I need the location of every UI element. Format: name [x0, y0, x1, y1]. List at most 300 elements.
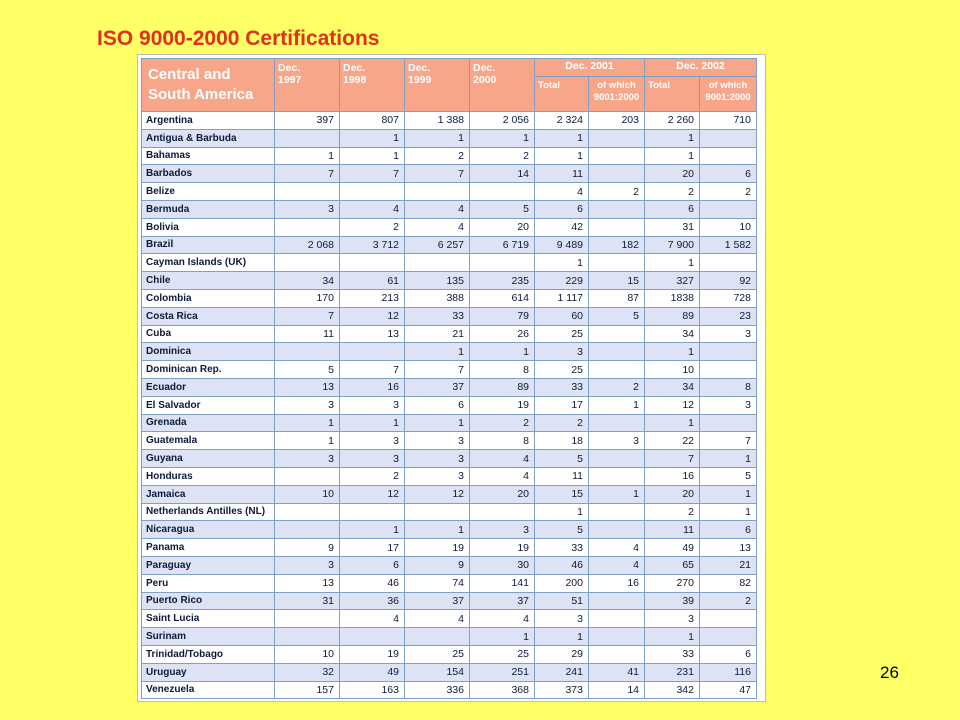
certifications-table [141, 58, 757, 699]
country-cell: Surinam [142, 628, 275, 646]
value-cell: 213 [340, 289, 405, 307]
value-cell [340, 628, 405, 646]
table-row [142, 628, 757, 646]
value-cell: 19 [340, 645, 405, 663]
table-row [142, 610, 757, 628]
value-cell: 4 [589, 556, 645, 574]
value-cell: 33 [535, 378, 589, 396]
country-cell: Saint Lucia [142, 610, 275, 628]
value-cell: 1 [535, 129, 589, 147]
value-cell: 2 260 [645, 112, 700, 130]
value-cell: 2 [340, 467, 405, 485]
value-cell: 5 [470, 200, 535, 218]
value-cell: 19 [405, 539, 470, 557]
country-cell: Nicaragua [142, 521, 275, 539]
value-cell: 1 [700, 485, 757, 503]
year-header-year: 2000 [473, 74, 497, 86]
country-cell: Uruguay [142, 663, 275, 681]
value-cell: 42 [535, 218, 589, 236]
value-cell: 10 [275, 485, 340, 503]
table-row [142, 414, 757, 432]
region-header-line2: South America [148, 86, 254, 103]
value-cell: 25 [405, 645, 470, 663]
value-cell: 1 [275, 147, 340, 165]
value-cell: 4 [470, 450, 535, 468]
value-cell: 37 [405, 592, 470, 610]
value-cell: 9 [405, 556, 470, 574]
value-cell: 20 [645, 485, 700, 503]
value-cell: 1 [275, 432, 340, 450]
value-cell: 4 [340, 610, 405, 628]
value-cell: 614 [470, 289, 535, 307]
value-cell: 36 [340, 592, 405, 610]
value-cell: 10 [275, 645, 340, 663]
value-cell [275, 218, 340, 236]
year-header-year: 1998 [343, 74, 367, 86]
value-cell: 37 [470, 592, 535, 610]
year-header-2000 [470, 59, 535, 112]
value-cell: 10 [645, 361, 700, 379]
value-cell: 2 [700, 592, 757, 610]
value-cell: 1 [405, 343, 470, 361]
value-cell [275, 183, 340, 201]
value-cell: 25 [535, 361, 589, 379]
value-cell: 2 [645, 183, 700, 201]
value-cell: 1 [340, 414, 405, 432]
value-cell [589, 129, 645, 147]
value-cell: 200 [535, 574, 589, 592]
group-header-2001: Dec. 2001 [535, 59, 645, 77]
value-cell: 12 [340, 485, 405, 503]
value-cell: 1 [470, 628, 535, 646]
table-row [142, 663, 757, 681]
value-cell: 16 [589, 574, 645, 592]
value-cell [470, 254, 535, 272]
year-header-year: 1997 [278, 74, 302, 86]
value-cell: 8 [470, 432, 535, 450]
value-cell: 20 [470, 218, 535, 236]
table-row [142, 361, 757, 379]
table-row [142, 432, 757, 450]
value-cell: 49 [645, 539, 700, 557]
value-cell: 21 [700, 556, 757, 574]
value-cell: 6 719 [470, 236, 535, 254]
country-cell: Chile [142, 272, 275, 290]
value-cell: 3 [535, 343, 589, 361]
country-cell: Honduras [142, 467, 275, 485]
table-row [142, 450, 757, 468]
value-cell [589, 592, 645, 610]
table-row [142, 485, 757, 503]
value-cell: 141 [470, 574, 535, 592]
country-cell: Jamaica [142, 485, 275, 503]
value-cell: 116 [700, 663, 757, 681]
value-cell: 7 [700, 432, 757, 450]
value-cell: 3 [275, 396, 340, 414]
value-cell: 157 [275, 681, 340, 699]
value-cell: 21 [405, 325, 470, 343]
value-cell: 2 [340, 218, 405, 236]
page-number: 26 [880, 663, 899, 682]
subheader-total-2002: Total [645, 77, 700, 112]
value-cell: 2 [589, 378, 645, 396]
value-cell [589, 503, 645, 521]
value-cell [589, 200, 645, 218]
value-cell: 6 [700, 165, 757, 183]
country-cell: Cuba [142, 325, 275, 343]
table-row [142, 556, 757, 574]
value-cell [700, 147, 757, 165]
value-cell: 3 [470, 521, 535, 539]
value-cell: 30 [470, 556, 535, 574]
value-cell: 23 [700, 307, 757, 325]
value-cell: 16 [645, 467, 700, 485]
value-cell: 1 [405, 129, 470, 147]
value-cell: 87 [589, 289, 645, 307]
value-cell [405, 183, 470, 201]
slide-title: ISO 9000-2000 Certifications [97, 27, 380, 50]
value-cell: 1 [535, 628, 589, 646]
subheader-of-which-line1: of which [597, 80, 636, 91]
value-cell [589, 414, 645, 432]
group-header-2002: Dec. 2002 [645, 59, 757, 77]
table-row [142, 272, 757, 290]
table-row [142, 289, 757, 307]
value-cell: 6 [700, 645, 757, 663]
value-cell: 79 [470, 307, 535, 325]
table-body [142, 112, 757, 699]
value-cell: 251 [470, 663, 535, 681]
value-cell: 4 [535, 183, 589, 201]
value-cell: 3 [700, 325, 757, 343]
value-cell: 4 [470, 610, 535, 628]
value-cell: 6 [700, 521, 757, 539]
value-cell: 1 [645, 343, 700, 361]
value-cell: 4 [405, 218, 470, 236]
value-cell [589, 147, 645, 165]
value-cell: 20 [470, 485, 535, 503]
value-cell: 3 [405, 450, 470, 468]
value-cell: 11 [275, 325, 340, 343]
value-cell [275, 521, 340, 539]
value-cell: 22 [645, 432, 700, 450]
value-cell: 46 [535, 556, 589, 574]
country-cell: El Salvador [142, 396, 275, 414]
value-cell: 26 [470, 325, 535, 343]
country-cell: Grenada [142, 414, 275, 432]
table-row [142, 343, 757, 361]
table-row [142, 183, 757, 201]
value-cell: 13 [275, 574, 340, 592]
value-cell: 2 [470, 414, 535, 432]
value-cell: 2 324 [535, 112, 589, 130]
value-cell: 37 [405, 378, 470, 396]
table-row [142, 521, 757, 539]
value-cell: 1 [589, 485, 645, 503]
value-cell: 270 [645, 574, 700, 592]
value-cell: 17 [340, 539, 405, 557]
country-cell: Dominican Rep. [142, 361, 275, 379]
value-cell: 1 [340, 147, 405, 165]
country-cell: Argentina [142, 112, 275, 130]
country-cell: Peru [142, 574, 275, 592]
country-cell: Paraguay [142, 556, 275, 574]
year-header-label: Dec. [343, 62, 366, 74]
table-row [142, 200, 757, 218]
country-cell: Trinidad/Tobago [142, 645, 275, 663]
value-cell: 373 [535, 681, 589, 699]
value-cell [275, 610, 340, 628]
value-cell: 7 [405, 361, 470, 379]
value-cell [405, 628, 470, 646]
value-cell: 2 [405, 147, 470, 165]
value-cell: 12 [340, 307, 405, 325]
value-cell: 1 [645, 628, 700, 646]
value-cell: 13 [340, 325, 405, 343]
value-cell: 11 [535, 165, 589, 183]
value-cell [275, 467, 340, 485]
value-cell: 182 [589, 236, 645, 254]
country-cell: Brazil [142, 236, 275, 254]
country-cell: Ecuador [142, 378, 275, 396]
value-cell: 65 [645, 556, 700, 574]
value-cell: 41 [589, 663, 645, 681]
value-cell: 5 [589, 307, 645, 325]
value-cell: 74 [405, 574, 470, 592]
value-cell: 18 [535, 432, 589, 450]
value-cell: 1 [340, 521, 405, 539]
value-cell: 1 [470, 129, 535, 147]
value-cell: 3 [405, 467, 470, 485]
value-cell: 6 [535, 200, 589, 218]
value-cell [700, 414, 757, 432]
year-header-1997 [275, 59, 340, 112]
value-cell: 25 [470, 645, 535, 663]
value-cell [405, 503, 470, 521]
value-cell [589, 521, 645, 539]
value-cell [275, 503, 340, 521]
value-cell: 3 [535, 610, 589, 628]
value-cell: 92 [700, 272, 757, 290]
subheader-of-which-2001 [589, 77, 645, 112]
country-cell: Colombia [142, 289, 275, 307]
value-cell [700, 628, 757, 646]
value-cell: 1 [405, 521, 470, 539]
country-cell: Costa Rica [142, 307, 275, 325]
value-cell: 47 [700, 681, 757, 699]
value-cell: 7 [275, 165, 340, 183]
value-cell [275, 254, 340, 272]
value-cell [589, 343, 645, 361]
value-cell [700, 200, 757, 218]
value-cell: 17 [535, 396, 589, 414]
value-cell: 2 [589, 183, 645, 201]
value-cell: 11 [645, 521, 700, 539]
country-cell: Cayman Islands (UK) [142, 254, 275, 272]
value-cell: 19 [470, 539, 535, 557]
value-cell: 1 [645, 129, 700, 147]
value-cell: 2 056 [470, 112, 535, 130]
table-row [142, 165, 757, 183]
value-cell [589, 165, 645, 183]
value-cell: 3 [405, 432, 470, 450]
value-cell: 13 [700, 539, 757, 557]
value-cell: 4 [470, 467, 535, 485]
country-cell: Belize [142, 183, 275, 201]
table-row [142, 147, 757, 165]
value-cell [700, 343, 757, 361]
subheader-of-which-line1: of which [708, 80, 748, 91]
value-cell: 39 [645, 592, 700, 610]
value-cell: 4 [340, 200, 405, 218]
year-header-year: 1999 [408, 74, 432, 86]
value-cell: 33 [645, 645, 700, 663]
value-cell: 2 [535, 414, 589, 432]
value-cell: 5 [275, 361, 340, 379]
value-cell: 31 [645, 218, 700, 236]
value-cell: 1 388 [405, 112, 470, 130]
value-cell: 3 [589, 432, 645, 450]
table-row [142, 325, 757, 343]
value-cell: 7 [340, 165, 405, 183]
value-cell [340, 254, 405, 272]
value-cell: 2 [645, 503, 700, 521]
value-cell [700, 361, 757, 379]
value-cell: 728 [700, 289, 757, 307]
value-cell [340, 343, 405, 361]
value-cell: 368 [470, 681, 535, 699]
table-row [142, 218, 757, 236]
value-cell: 2 [470, 147, 535, 165]
country-cell: Guyana [142, 450, 275, 468]
country-cell: Antigua & Barbuda [142, 129, 275, 147]
value-cell: 807 [340, 112, 405, 130]
value-cell: 4 [405, 200, 470, 218]
value-cell: 163 [340, 681, 405, 699]
value-cell: 1 [275, 414, 340, 432]
value-cell: 19 [470, 396, 535, 414]
value-cell: 229 [535, 272, 589, 290]
subheader-of-which-2002 [700, 77, 757, 112]
value-cell: 60 [535, 307, 589, 325]
value-cell: 4 [589, 539, 645, 557]
value-cell: 11 [535, 467, 589, 485]
value-cell: 6 [645, 200, 700, 218]
year-header-1999 [405, 59, 470, 112]
value-cell [589, 361, 645, 379]
value-cell: 82 [700, 574, 757, 592]
value-cell: 5 [535, 521, 589, 539]
value-cell: 1 [470, 343, 535, 361]
value-cell: 7 [275, 307, 340, 325]
value-cell: 1 [405, 414, 470, 432]
region-header-line1: Central and [148, 66, 231, 83]
value-cell: 33 [405, 307, 470, 325]
country-cell: Puerto Rico [142, 592, 275, 610]
value-cell: 327 [645, 272, 700, 290]
value-cell: 16 [340, 378, 405, 396]
value-cell: 9 [275, 539, 340, 557]
value-cell [589, 467, 645, 485]
country-cell: Dominica [142, 343, 275, 361]
region-header [142, 59, 275, 112]
value-cell [589, 610, 645, 628]
table-row [142, 396, 757, 414]
table-row [142, 129, 757, 147]
table-row [142, 539, 757, 557]
value-cell: 1 [700, 503, 757, 521]
value-cell: 6 [405, 396, 470, 414]
value-cell: 342 [645, 681, 700, 699]
table-row [142, 645, 757, 663]
country-cell: Guatemala [142, 432, 275, 450]
value-cell: 4 [405, 610, 470, 628]
country-cell: Bolivia [142, 218, 275, 236]
value-cell [589, 254, 645, 272]
value-cell [589, 450, 645, 468]
value-cell: 31 [275, 592, 340, 610]
value-cell: 7 [645, 450, 700, 468]
value-cell: 1 [340, 129, 405, 147]
value-cell [589, 325, 645, 343]
table-row [142, 236, 757, 254]
value-cell: 241 [535, 663, 589, 681]
value-cell: 12 [405, 485, 470, 503]
value-cell: 8 [470, 361, 535, 379]
value-cell: 49 [340, 663, 405, 681]
value-cell: 235 [470, 272, 535, 290]
value-cell: 12 [645, 396, 700, 414]
value-cell: 1 [535, 254, 589, 272]
value-cell: 3 [275, 556, 340, 574]
value-cell: 89 [645, 307, 700, 325]
value-cell: 13 [275, 378, 340, 396]
value-cell: 203 [589, 112, 645, 130]
value-cell [340, 503, 405, 521]
value-cell: 154 [405, 663, 470, 681]
value-cell: 34 [645, 378, 700, 396]
value-cell: 8 [700, 378, 757, 396]
value-cell [275, 628, 340, 646]
value-cell: 61 [340, 272, 405, 290]
table-row [142, 467, 757, 485]
value-cell: 10 [700, 218, 757, 236]
table-row [142, 592, 757, 610]
value-cell: 1 [645, 254, 700, 272]
value-cell [700, 610, 757, 628]
value-cell: 397 [275, 112, 340, 130]
value-cell [700, 254, 757, 272]
table-row [142, 254, 757, 272]
value-cell: 33 [535, 539, 589, 557]
value-cell: 32 [275, 663, 340, 681]
value-cell [340, 183, 405, 201]
value-cell [405, 254, 470, 272]
country-cell: Venezuela [142, 681, 275, 699]
value-cell: 3 [340, 396, 405, 414]
value-cell: 1 [700, 450, 757, 468]
value-cell: 3 [275, 200, 340, 218]
value-cell: 25 [535, 325, 589, 343]
value-cell [275, 129, 340, 147]
value-cell: 89 [470, 378, 535, 396]
value-cell: 1 [589, 396, 645, 414]
value-cell: 46 [340, 574, 405, 592]
value-cell: 1 [535, 503, 589, 521]
year-header-label: Dec. [473, 62, 496, 74]
value-cell: 34 [275, 272, 340, 290]
value-cell [275, 343, 340, 361]
